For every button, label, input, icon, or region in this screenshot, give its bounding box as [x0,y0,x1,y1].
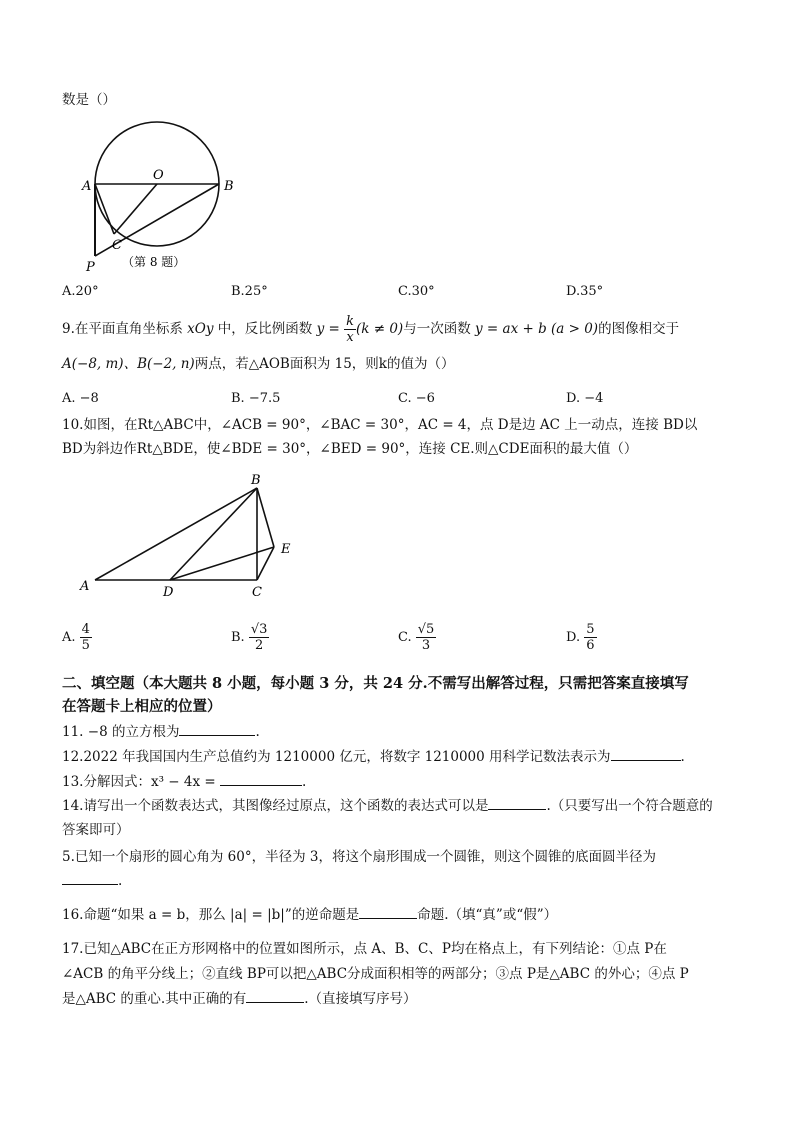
q8-figure-caption: （第 8 题） [122,255,186,269]
q14-line-2: 答案即可） [62,822,130,838]
q13-line: 13.分解因式：x³ − 4x = . [62,774,307,790]
q10-label-a: A [80,579,90,594]
q10-segment-ab [95,488,257,580]
q15-line-2: . [62,872,122,890]
q8-circle-figure [75,118,255,278]
q8-segment-oc [114,184,157,234]
q8-choice-d: D.35° [566,284,604,299]
q10-label-c: C [252,585,262,600]
section-2-heading-line-1: 二、填空题（本大题共 8 小题，每小题 3 分，共 24 分.不需写出解答过程，只需把答案直接填写 [62,675,689,692]
q8-label-c: C [112,238,122,253]
q16-line: 16.命题“如果 a = b，那么 |a| = |b|”的逆命题是 命题.（填“真”或“假”） [62,907,558,923]
q10-line-1: 10.如图，在Rt△ABC中，∠ACB = 90°，∠BAC = 30°，AC = 4，点 D是边 AC 上一动点，连接 BD以 [62,417,698,433]
q17-line-1: 17.已知△ABC在正方形网格中的位置如图所示，点 A、B、C、P均在格点上，有下列结论：①点 P在 [62,941,667,957]
q8-tail-text: 数是（） [62,92,116,108]
q12-answer-blank [611,760,681,761]
q16-answer-blank [359,918,417,919]
q17-line-2: ∠ACB 的角平分线上；②直线 BP可以把△ABC分成面积相等的两部分；③点 P是△ABC 的外心；④点 P [62,966,689,982]
q9-choice-c: C. −6 [398,391,435,406]
q8-label-b: B [224,179,234,194]
q9-choice-a: A. −8 [62,391,99,406]
q11-line: 11. −8 的立方根为 . [62,724,260,740]
q8-label-a: A [82,179,92,194]
section-2-heading-line-2: 在答题卡上相应的位置） [62,698,222,715]
q10-choice-a: A. $\frac{4}{5}$ [62,622,90,653]
q8-segment-ac [95,184,114,234]
q10-label-b: B [251,473,261,488]
q9-line-1: 9.在平面直角坐标系 xOy 中，反比例函数 y = $\frac{k}{x}$ (k ≠ 0)与一次函数 y = ax + b (a > 0)的图像相交于 [62,314,680,345]
q10-line-2: BD为斜边作Rt△BDE，使∠BDE = 30°，∠BED = 90°，连接 CE.则△CDE面积的最大值（） [62,441,638,457]
q14-answer-blank [488,809,546,810]
q10-label-d: D [163,585,174,600]
q17-answer-blank [246,1002,304,1003]
q10-triangle-figure [75,466,305,606]
q8-choice-c: C.30° [398,284,435,299]
q12-line: 12.2022 年我国国内生产总值约为 1210000 亿元，将数字 1210000 用科学记数法表示为 . [62,749,685,765]
q10-choice-b: B. $\frac{√3}{2}$ [231,622,268,653]
q9-choice-b: B. −7.5 [231,391,281,406]
q10-label-e: E [281,542,291,557]
q8-label-o: O [153,168,164,183]
q8-choice-a: A.20° [62,284,99,299]
q10-choice-c: C. $\frac{√5}{3}$ [398,622,435,653]
q8-choice-b: B.25° [231,284,268,299]
q10-choice-d: D. $\frac{5}{6}$ [566,622,595,653]
q13-answer-blank [220,785,302,786]
q14-line-1: 14.请写出一个函数表达式，其图像经过原点，这个函数的表达式可以是 .（只要写出一个符合题意的 [62,798,713,814]
q8-label-p: P [86,260,95,275]
q17-line-3: 是△ABC 的重心.其中正确的有 .（直接填写序号） [62,991,417,1007]
q10-segment-be [257,488,274,547]
q11-answer-blank [179,735,255,736]
q15-answer-blank [62,884,118,885]
q15-line-1: 5.已知一个扇形的圆心角为 60°，半径为 3，将这个扇形围成一个圆锥，则这个圆锥的底面圆半径为 [62,849,656,865]
q9-choice-d: D. −4 [566,391,604,406]
q9-line-2: A(−8, m)、B(−2, n)两点，若△AOB面积为 15，则k的值为（） [62,356,455,372]
